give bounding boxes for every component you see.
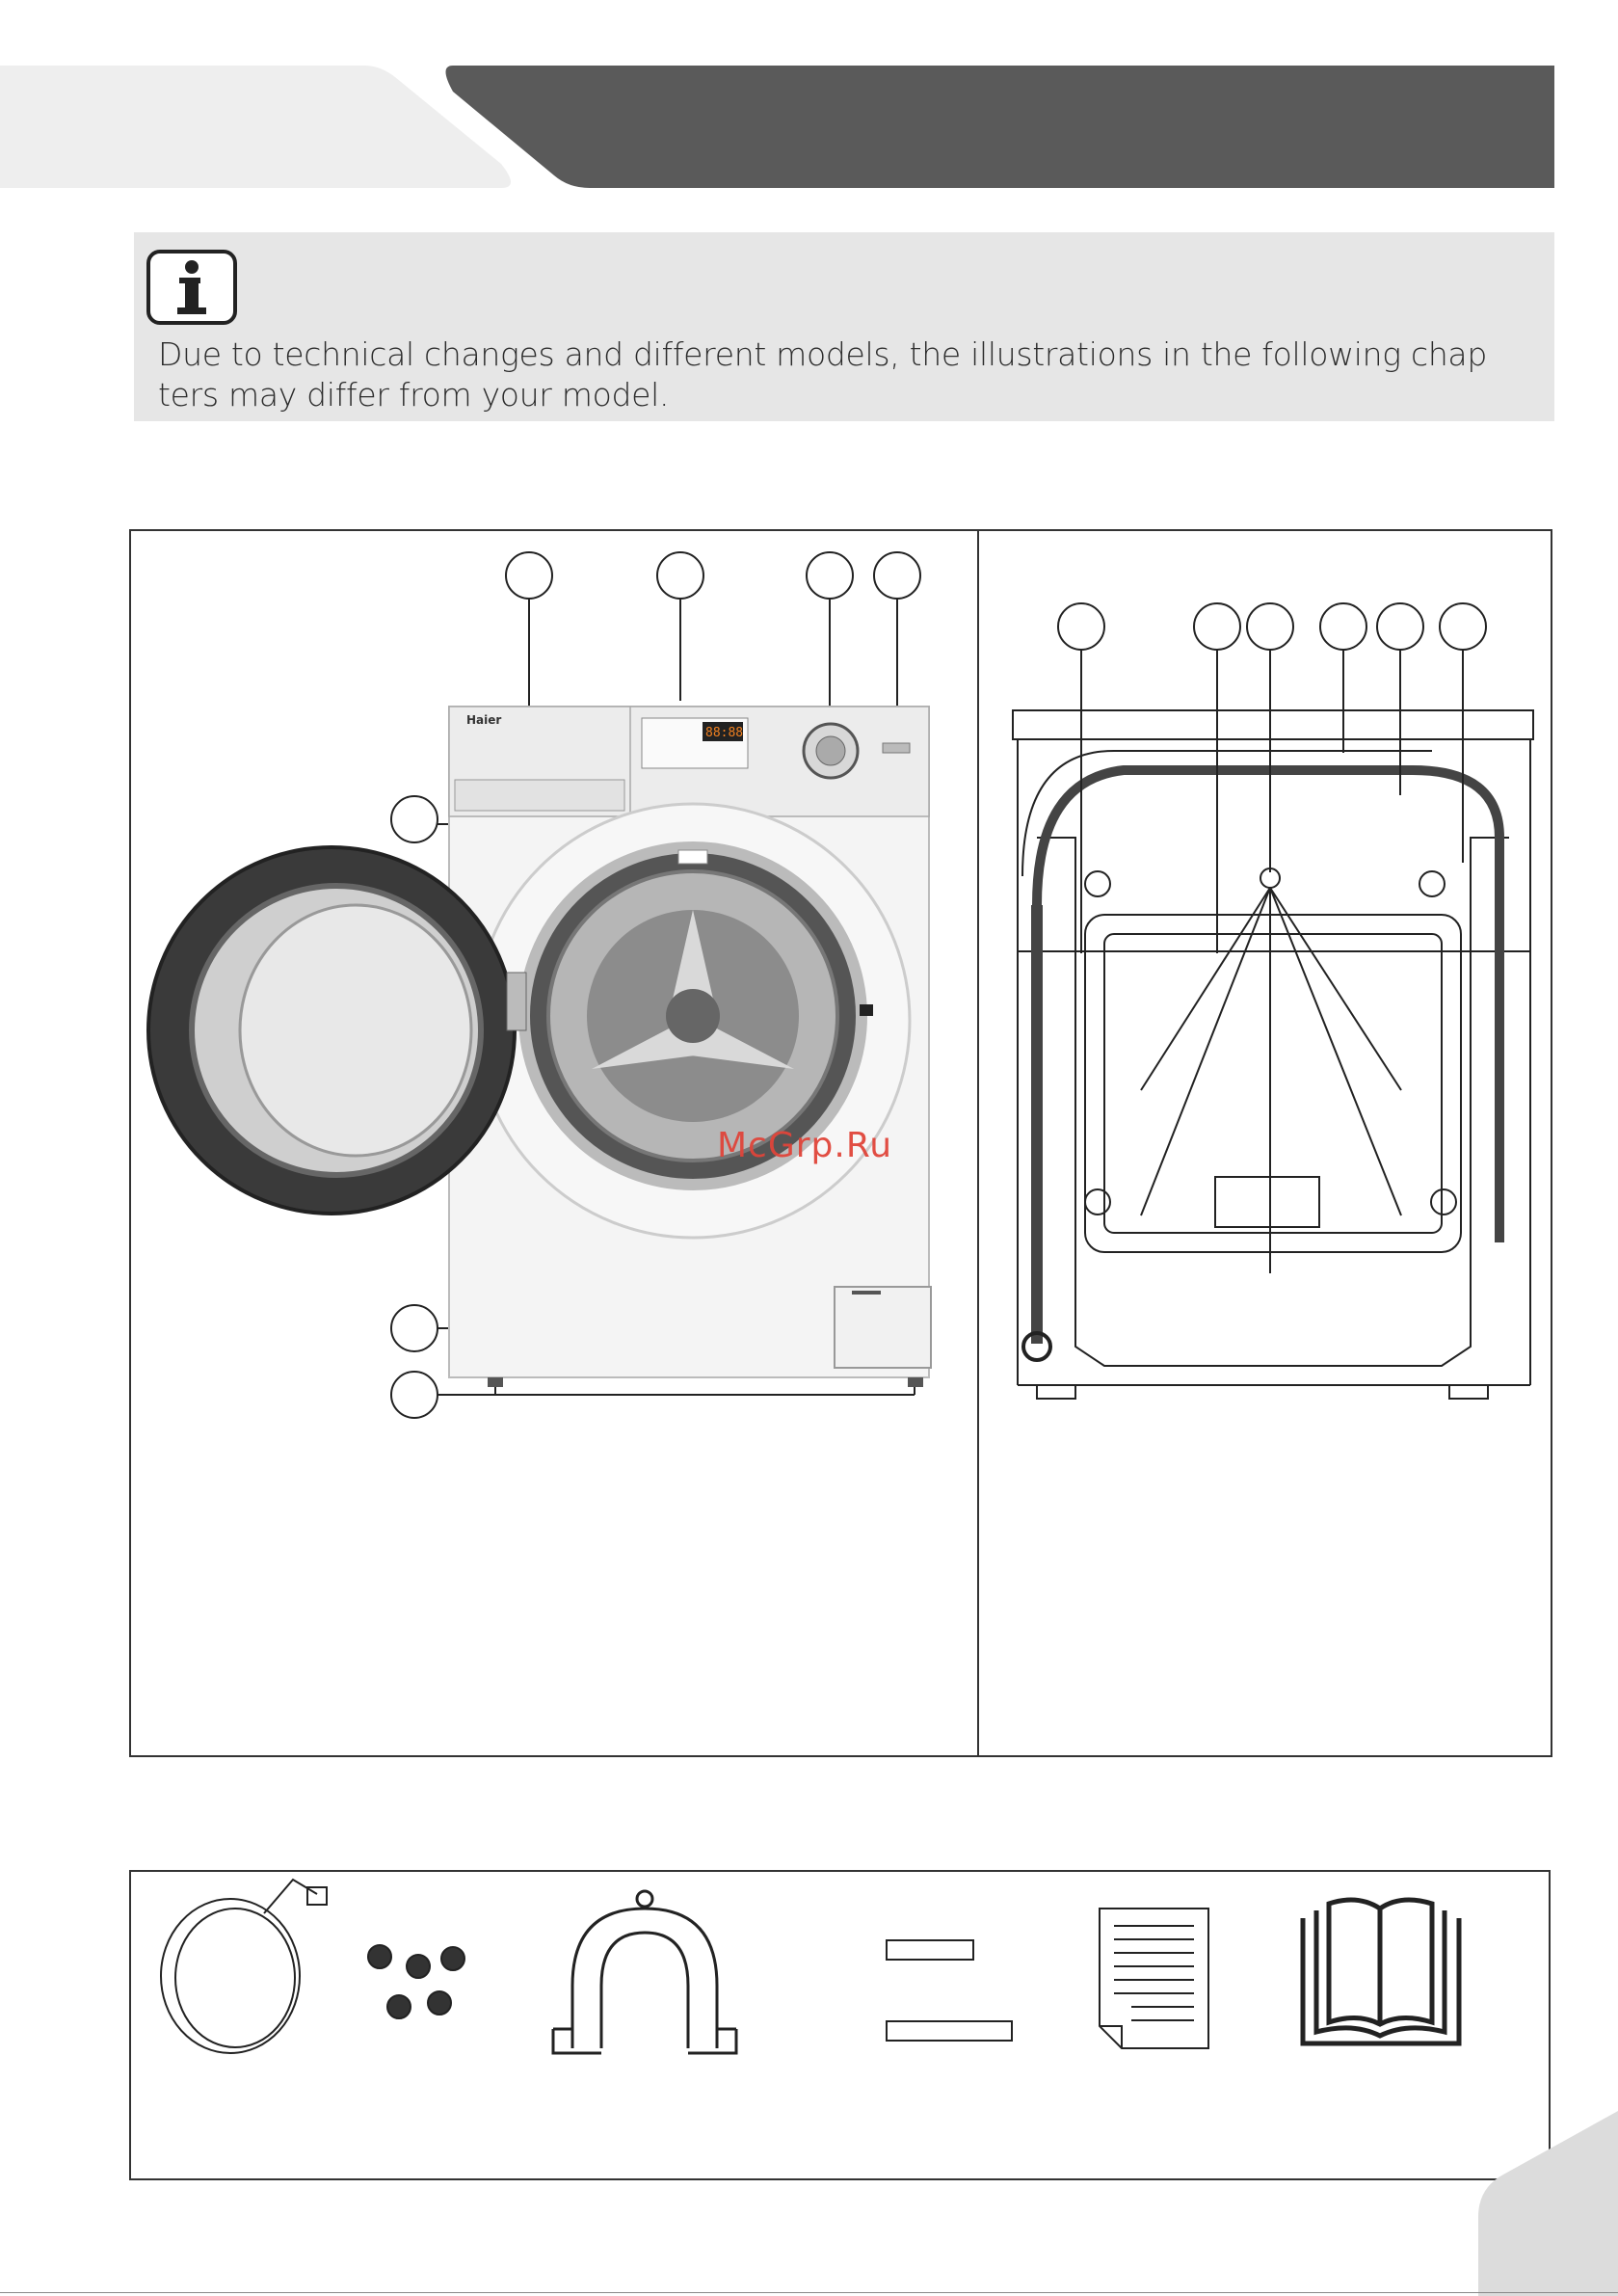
callout-3 <box>807 552 853 599</box>
brand-logo: Haier <box>466 713 502 727</box>
accessories-illustrations <box>129 1870 1551 2180</box>
detergent-drawer <box>455 780 624 811</box>
info-note-line-2: ters may differ from your model. <box>158 376 670 414</box>
header-light-tab <box>0 66 511 188</box>
page-corner <box>1474 2111 1618 2296</box>
leaflet-icon <box>1100 1909 1208 2048</box>
footer-line <box>0 2292 1618 2293</box>
callout-7 <box>391 1372 438 1418</box>
callout-6 <box>391 1305 438 1351</box>
inlet-hose-icon <box>161 1880 327 2053</box>
rear-callout-6 <box>1440 603 1486 650</box>
rear-top-plate <box>1013 710 1533 739</box>
rear-callout-4 <box>1320 603 1366 650</box>
rear-callout-3 <box>1247 603 1293 650</box>
page-header-tabs <box>0 0 1618 193</box>
watermark: McGrp.Ru <box>717 1126 893 1165</box>
callout-5 <box>391 796 438 842</box>
info-note-text <box>158 334 1546 415</box>
info-note-line-1: Due to technical changes and different models, the illustrations in the following chap <box>158 335 1488 373</box>
warning-labels-icon <box>887 1940 1012 2041</box>
callout-4 <box>874 552 920 599</box>
display-digits: 88:88 <box>705 726 744 740</box>
manual-book-icon <box>1303 1900 1459 2043</box>
info-icon <box>146 250 237 325</box>
callout-1 <box>506 552 552 599</box>
rear-callout-5 <box>1377 603 1423 650</box>
transport-bolt-covers-icon <box>368 1945 464 2018</box>
hose-bracket-icon <box>553 1891 736 2053</box>
rear-callout-2 <box>1194 603 1240 650</box>
rear-callout-1 <box>1058 603 1104 650</box>
callout-2 <box>657 552 703 599</box>
header-dark-tab <box>446 66 1555 188</box>
rear-view-illustration <box>979 529 1552 1757</box>
service-flap <box>835 1287 931 1368</box>
